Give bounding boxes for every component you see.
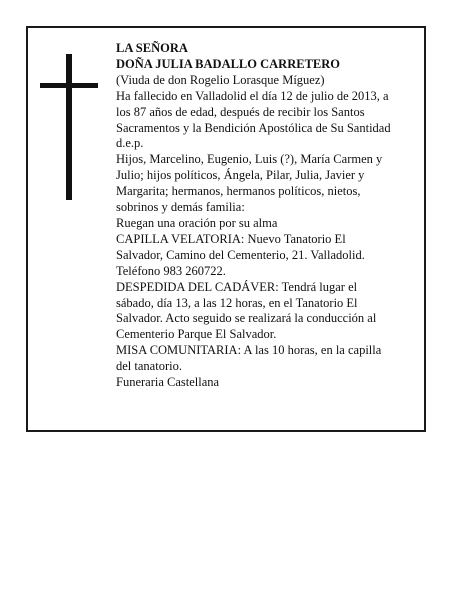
chapel-line: CAPILLA VELATORIA: Nuevo Tanatorio El — [116, 231, 346, 246]
farewell-line: Salvador. Acto seguido se realizará la conducción al — [116, 311, 377, 326]
farewell-line: Cementerio Parque El Salvador. — [116, 327, 277, 342]
death-line: Sacramentos y la Bendición Apostólica de Su Santidad — [116, 120, 391, 135]
farewell-line: DESPEDIDA DEL CADÁVER: Tendrá lugar el — [116, 279, 358, 294]
deceased-name: DOÑA JULIA BADALLO CARRETERO — [116, 56, 340, 71]
family-line: Margarita; hermanos, hermanos políticos, nietos, — [116, 184, 361, 199]
death-line: d.e.p. — [116, 136, 144, 151]
prayer-line: Ruegan una oración por su alma — [116, 215, 278, 230]
cross-icon — [40, 54, 100, 200]
chapel-line: Salvador, Camino del Cementerio, 21. Valladolid. — [116, 247, 365, 262]
widow-line: (Viuda de don Rogelio Lorasque Míguez) — [116, 72, 325, 87]
funeral-home: Funeraria Castellana — [116, 375, 220, 390]
farewell-line: sábado, día 13, a las 12 horas, en el Tanatorio El — [116, 295, 358, 310]
family-line: Julio; hijos políticos, Ángela, Pilar, Julia, Javier y — [116, 168, 365, 183]
death-line: Ha fallecido en Valladolid el día 12 de julio de 2013, a — [116, 88, 389, 103]
family-line: sobrinos y demás familia: — [116, 200, 245, 215]
death-line: los 87 años de edad, después de recibir los Santos — [116, 104, 365, 119]
obituary-notice — [26, 26, 426, 432]
mass-line: del tanatorio. — [116, 359, 182, 374]
mass-line: MISA COMUNITARIA: A las 10 horas, en la capilla — [116, 343, 382, 358]
chapel-line: Teléfono 983 260722. — [116, 263, 226, 278]
notice-heading: LA SEÑORA — [116, 41, 188, 55]
notice-text — [116, 41, 420, 391]
family-line: Hijos, Marcelino, Eugenio, Luis (?), María Carmen y — [116, 152, 383, 167]
cross-horizontal-bar — [40, 83, 98, 88]
cross-vertical-bar — [66, 54, 72, 200]
